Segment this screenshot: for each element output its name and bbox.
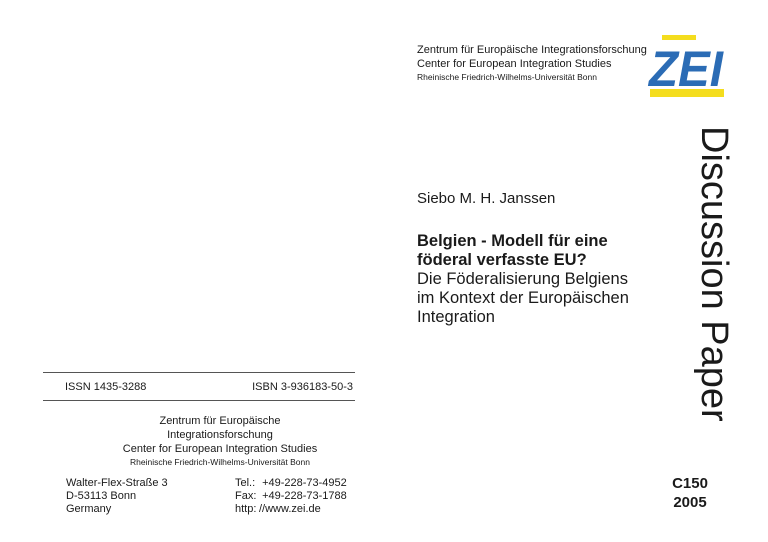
subtitle-line: Die Föderalisierung Belgiens (417, 270, 628, 288)
paper-number: C150 (672, 475, 708, 492)
isbn: ISBN 3-936183-50-3 (252, 381, 353, 393)
issn: ISSN 1435-3288 (65, 381, 147, 393)
subtitle-line: Integration (417, 308, 495, 326)
contact-tel (235, 477, 347, 490)
paper-year: 2005 (673, 494, 707, 511)
series-text: Discussion Paper (693, 126, 735, 422)
back-institute-de: Zentrum für Europäische Integrationsforschung (159, 415, 281, 441)
contact-fax (235, 490, 347, 503)
contact-label: Fax: (235, 490, 257, 502)
contact-value: //www.zei.de (259, 503, 321, 515)
paper-title (417, 232, 608, 270)
back-institute (110, 414, 330, 468)
contact-web (235, 503, 347, 516)
zei-logo (644, 31, 726, 101)
issn-isbn-bar (43, 372, 355, 401)
logo-text: ZEI (647, 41, 725, 97)
paper-number-block (660, 474, 720, 512)
contact-label: Tel.: (235, 477, 256, 489)
back-institute-en: Center for European Integration Studies (122, 443, 318, 455)
front-institute-en: Center for European Integration Studies (417, 58, 612, 70)
back-university: Rheinische Friedrich-Wilhelms-Universität Bonn (130, 457, 310, 467)
address-line: D-53113 Bonn (66, 490, 137, 502)
paper-subtitle (417, 270, 629, 327)
contact-info (235, 477, 347, 516)
address-line: Walter-Flex-Straße 3 (66, 477, 168, 489)
front-institute (417, 43, 647, 83)
address (66, 477, 168, 516)
front-university: Rheinische Friedrich-Wilhelms-Universität Bonn (417, 72, 597, 82)
author: Siebo M. H. Janssen (417, 190, 556, 207)
front-institute-de: Zentrum für Europäische Integrationsforschung (417, 44, 647, 56)
series-label (643, 126, 733, 466)
contact-value: +49-228-73-1788 (262, 490, 347, 502)
address-line: Germany (66, 503, 112, 515)
subtitle-line: im Kontext der Europäischen (417, 289, 629, 307)
contact-value: +49-228-73-4952 (262, 477, 347, 489)
title-line: Belgien - Modell für eine (417, 232, 608, 250)
title-line: föderal verfasste EU? (417, 251, 587, 269)
logo-stripe (662, 35, 696, 40)
contact-label: http: (235, 503, 257, 515)
